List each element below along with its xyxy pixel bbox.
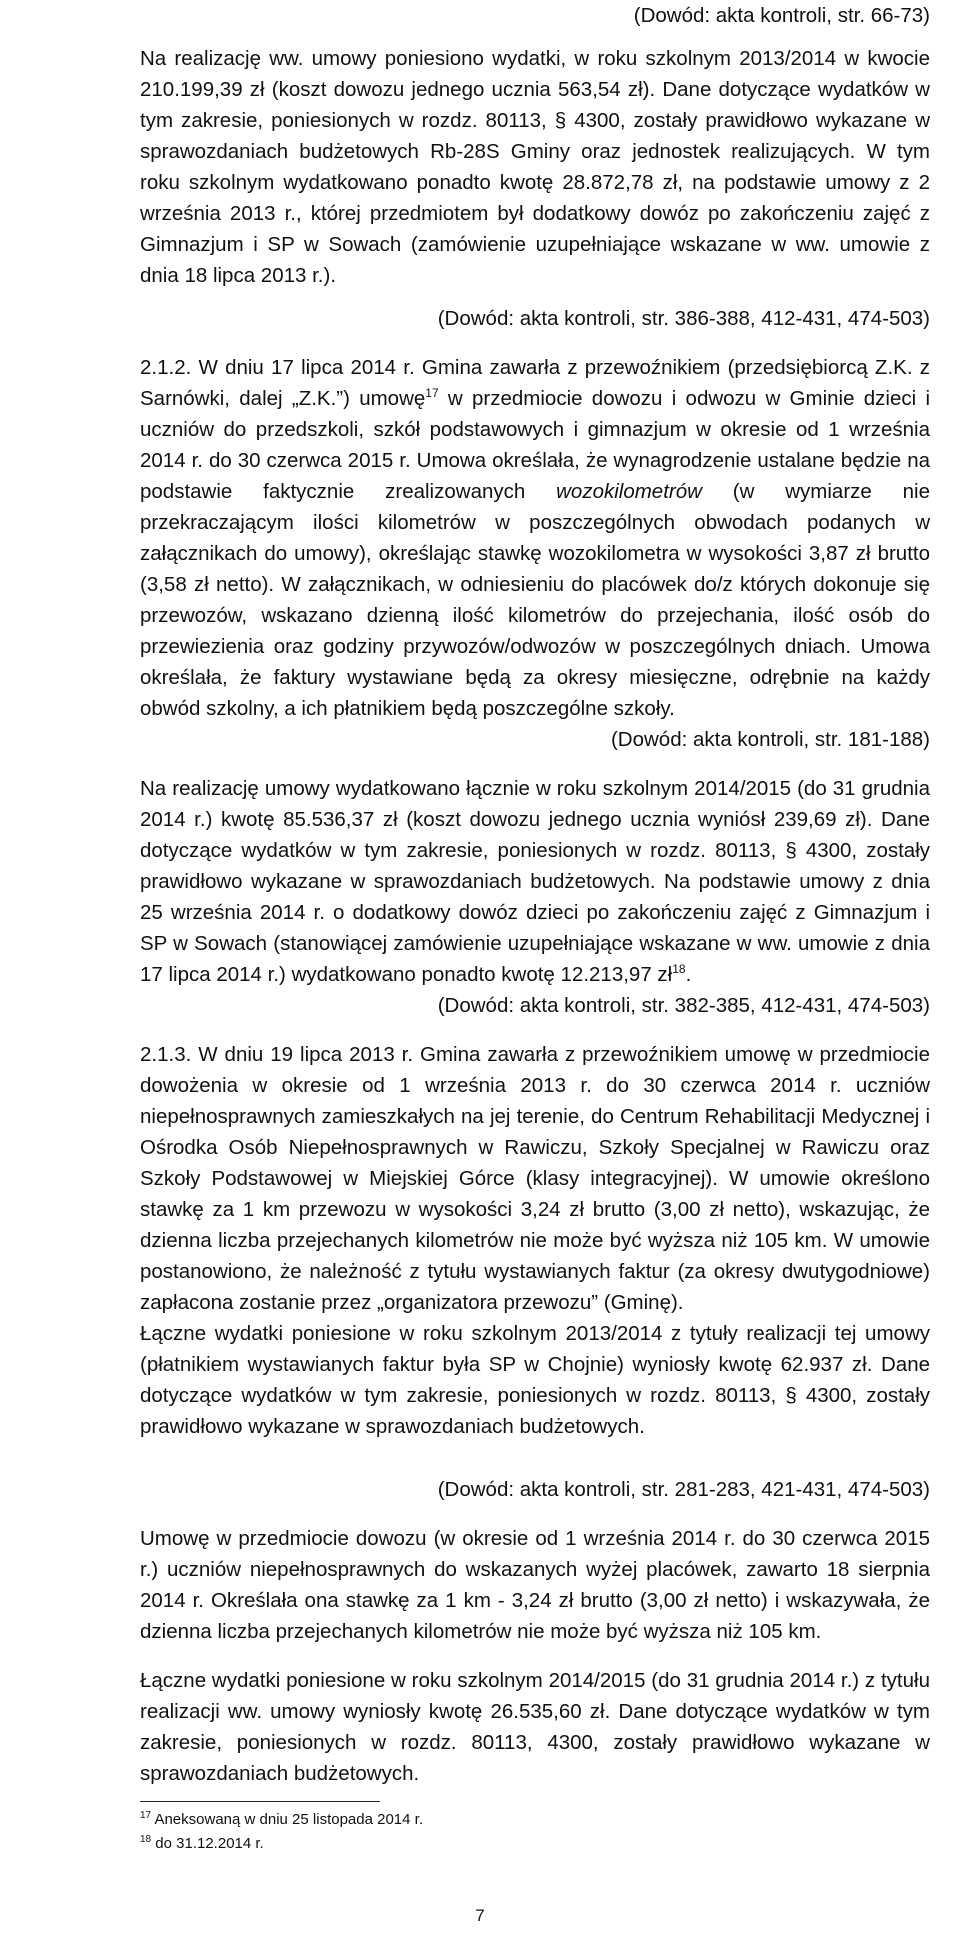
evidence-reference: (Dowód: akta kontroli, str. 181-188) bbox=[610, 728, 930, 751]
footnote-divider bbox=[140, 1801, 380, 1802]
paragraph-text: w przedmiocie dowozu i odwozu w Gminie dzieci i uczniów do przedszkoli, szkół podstawowych i gimnazjum w okresie od 1 września 2014 r. do 30 czerwca 2015 r. Umowa określała, że wynagrodzenie ustalane będzie na podstawie faktycznie zrealizowanych bbox=[140, 387, 930, 503]
paragraph-text: (w wymiarze nie przekraczającym ilości kilometrów w poszczególnych obwodach podanych w załącznikach do umowy), określając stawkę wozokilometra w wysokości 3,87 zł brutto (3,58 zł netto). W załącznikach, w odniesieniu do placówek do/z których dokonuje się przewozów, wskazano dzienną ilość kilometrów do przejechania, ilość osób do przewiezienia oraz godziny przywozów/odwozów w poszczególnych dniach. Umowa określała, że faktury wystawiane będą za okresy miesięczne, odrębnie na każdy obwód szkolny, a ich płatnikiem będą poszczególne szkoły. bbox=[140, 480, 930, 720]
document-page bbox=[140, 0, 930, 1789]
paragraph-text: 2.1.2. W dniu 17 lipca 2014 r. Gmina zawarła z przewoźnikiem (przedsiębiorcą Z.K. z Sarnówki, dalej „Z.K.”) umowę bbox=[140, 356, 930, 410]
paragraph-text: . bbox=[685, 963, 692, 986]
footnote-17 bbox=[140, 1808, 930, 1832]
footnote-ref: 17 bbox=[425, 386, 439, 401]
evidence-reference: (Dowód: akta kontroli, str. 66-73) bbox=[633, 4, 930, 27]
footnotes bbox=[140, 1808, 930, 1856]
footnote-text: do 31.12.2014 r. bbox=[151, 1835, 264, 1852]
emphasized-term: wozokilometrów bbox=[556, 480, 702, 503]
page-number: 7 bbox=[475, 1906, 485, 1925]
evidence-reference: (Dowód: akta kontroli, str. 281-283, 421-431, 474-503) bbox=[437, 1478, 930, 1501]
paragraph-total-expenses-2013-2014: Łączne wydatki poniesione w roku szkolnym 2013/2014 z tytuły realizacji tej umowy (płatnikiem wystawianych faktur była SP w Chojnie) wyniosły kwotę 62.937 zł. Dane dotyczące wydatków w tym zakresie, poniesionych w rozdz. 80113, § 4300, zostały prawidłowo wykazane w sprawozdaniach budżetowych. bbox=[140, 1322, 930, 1438]
paragraph-contract-2014-2015: Umowę w przedmiocie dowozu (w okresie od 1 września 2014 r. do 30 czerwca 2015 r.) uczniów niepełnosprawnych do wskazanych wyżej placówek, zawarto 18 sierpnia 2014 r. Określała ona stawkę za 1 km - 3,24 zł brutto (3,00 zł netto) i wskazywała, że dzienna liczba przejechanych kilometrów nie może być wyższa niż 105 km. bbox=[140, 1527, 930, 1643]
footnote-18 bbox=[140, 1832, 930, 1856]
paragraph-text: Na realizację umowy wydatkowano łącznie w roku szkolnym 2014/2015 (do 31 grudnia 2014 r.) kwotę 85.536,37 zł (koszt dowozu jednego ucznia wyniósł 239,69 zł). Dane dotyczące wydatków w tym zakresie, poniesionych w rozdz. 80113, § 4300, zostały prawidłowo wykazane w sprawozdaniach budżetowych. Na podstawie umowy z dnia 25 września 2014 r. o dodatkowy dowóz dzieci po zakończeniu zajęć z Gimnazjum i SP w Sowach (stanowiącej zamówienie uzupełniające wskazane w ww. umowie z dnia 17 lipca 2014 r.) wydatkowano ponadto kwotę 12.213,97 zł bbox=[140, 777, 930, 986]
footnote-number: 18 bbox=[140, 1834, 152, 1845]
paragraph-expenses-2013-2014: Na realizację ww. umowy poniesiono wydatki, w roku szkolnym 2013/2014 w kwocie 210.199,39 zł (koszt dowozu jednego ucznia 563,54 zł). Dane dotyczące wydatków w tym zakresie, poniesionych w rozdz. 80113, § 4300, zostały prawidłowo wykazane w sprawozdaniach budżetowych Rb-28S Gminy oraz jednostek realizujących. W tym roku szkolnym wydatkowano ponadto kwotę 28.872,78 zł, na podstawie umowy z 2 września 2013 r., której przedmiotem był dodatkowy dowóz po zakończeniu zajęć z Gimnazjum i SP w Sowach (zamówienie uzupełniające wskazane w ww. umowie z dnia 18 lipca 2013 r.). bbox=[140, 47, 930, 287]
evidence-reference: (Dowód: akta kontroli, str. 382-385, 412-431, 474-503) bbox=[437, 994, 930, 1017]
paragraph-2-1-3: 2.1.3. W dniu 19 lipca 2013 r. Gmina zawarła z przewoźnikiem umowę w przedmiocie dowożenia w okresie od 1 września 2013 r. do 30 czerwca 2014 r. uczniów niepełnosprawnych zamieszkałych na jej terenie, do Centrum Rehabilitacji Medycznej i Ośrodka Osób Niepełnosprawnych w Rawiczu, Szkoły Specjalnej w Rawiczu oraz Szkoły Podstawowej w Miejskiej Górce (klasy integracyjnej). W umowie określono stawkę za 1 km przewozu w wysokości 3,24 zł brutto (3,00 zł netto), wskazując, że dzienna liczba przejechanych kilometrów nie może być wyższa niż 105 km. W umowie postanowiono, że należność z tytułu wystawianych faktur (za okresy dwutygodniowe) zapłacona zostanie przez „organizatora przewozu” (Gminę). bbox=[140, 1043, 930, 1314]
paragraph-total-expenses-2014-2015: Łączne wydatki poniesione w roku szkolnym 2014/2015 (do 31 grudnia 2014 r.) z tytułu realizacji ww. umowy wyniosły kwotę 26.535,60 zł. Dane dotyczące wydatków w tym zakresie, poniesionych w rozdz. 80113, 4300, zostały prawidłowo wykazane w sprawozdaniach budżetowych. bbox=[140, 1669, 930, 1785]
paragraph-expenses-2014-2015 bbox=[140, 773, 930, 990]
footnote-text: Aneksowaną w dniu 25 listopada 2014 r. bbox=[151, 1811, 423, 1828]
footnote-number: 17 bbox=[140, 1810, 152, 1821]
footnote-ref: 18 bbox=[672, 962, 686, 977]
evidence-reference: (Dowód: akta kontroli, str. 386-388, 412-431, 474-503) bbox=[437, 307, 930, 330]
paragraph-2-1-2 bbox=[140, 352, 930, 724]
